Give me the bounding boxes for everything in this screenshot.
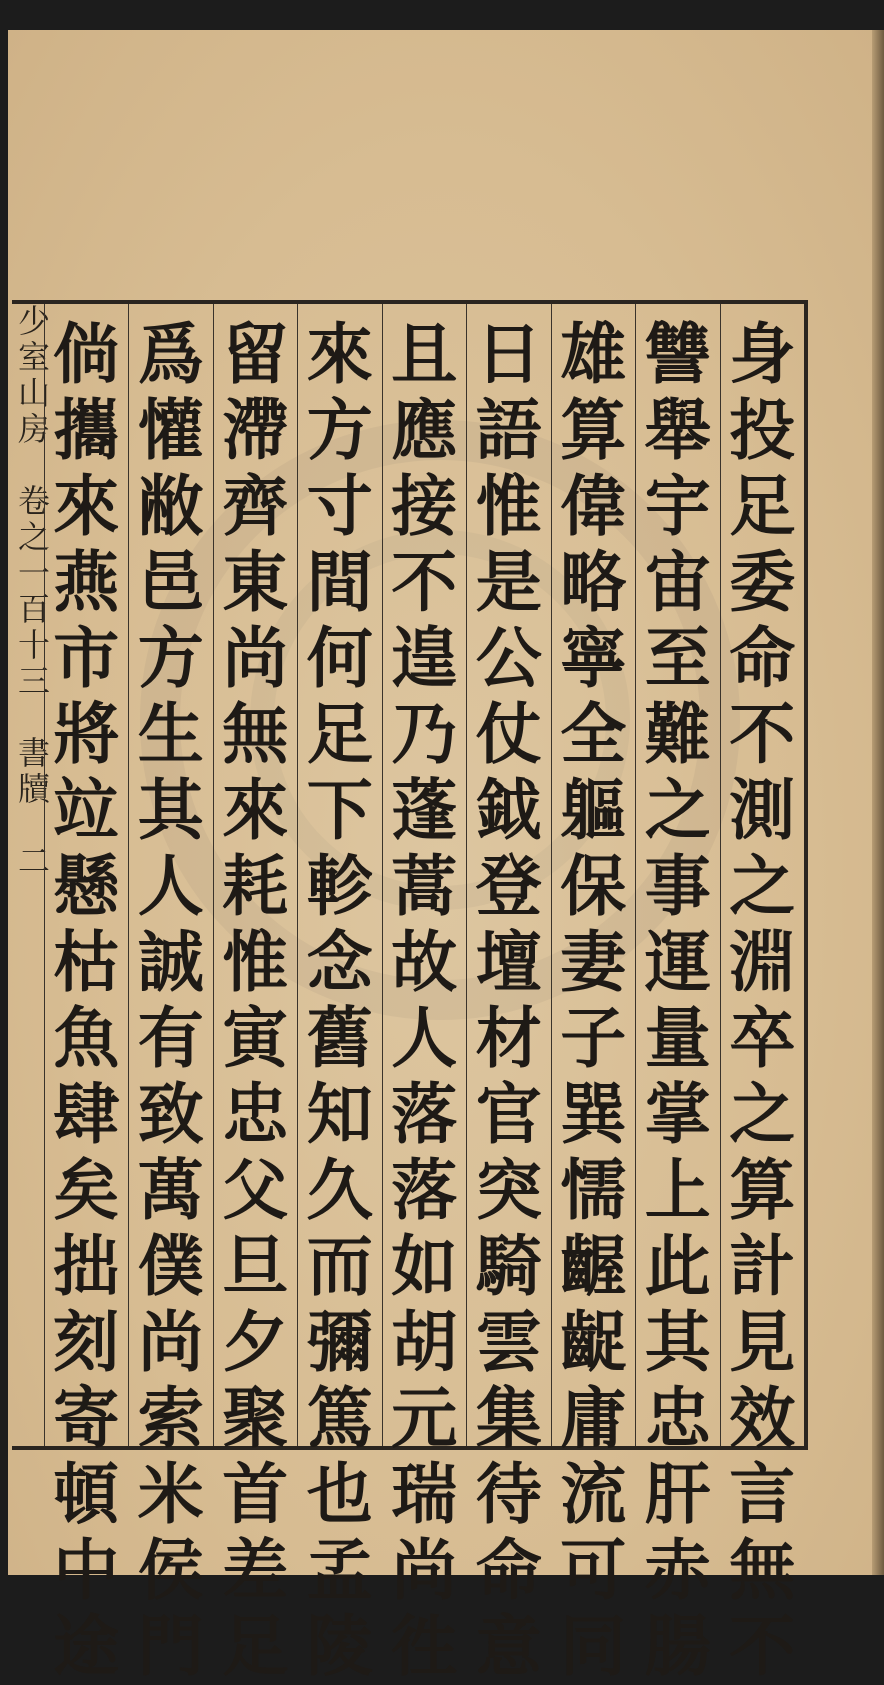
glyph: 宙: [644, 543, 711, 621]
glyph: 滯: [222, 391, 289, 469]
glyph: 無: [729, 1531, 796, 1609]
glyph: 下: [306, 771, 373, 849]
glyph: 僕: [137, 1227, 204, 1305]
glyph: 方: [306, 391, 373, 469]
glyph: 讐: [644, 315, 711, 393]
glyph: 也: [306, 1455, 373, 1533]
text-column: [635, 304, 720, 1685]
glyph: 生: [137, 695, 204, 773]
glyph: 腸: [644, 1607, 711, 1685]
glyph: 魚: [53, 999, 120, 1077]
glyph: 念: [306, 923, 373, 1001]
glyph: 萬: [137, 1151, 204, 1229]
glyph: 孟: [306, 1531, 373, 1609]
glyph: 事: [644, 847, 711, 925]
glyph: 乃: [391, 695, 458, 773]
glyph: 材: [475, 999, 542, 1077]
glyph: 篤: [306, 1379, 373, 1457]
glyph: 足: [729, 467, 796, 545]
text-column: [128, 304, 213, 1685]
glyph: 宇: [644, 467, 711, 545]
glyph: 此: [644, 1227, 711, 1305]
glyph: 鉞: [475, 771, 542, 849]
glyph: 矣: [53, 1151, 120, 1229]
glyph: 懸: [53, 847, 120, 925]
text-column: [297, 304, 382, 1685]
glyph: 聚: [222, 1379, 289, 1457]
glyph: 之: [729, 1075, 796, 1153]
glyph: 蒿: [391, 847, 458, 925]
glyph: 登: [475, 847, 542, 925]
glyph: 言: [729, 1455, 796, 1533]
glyph: 尚: [222, 619, 289, 697]
glyph: 可: [560, 1531, 627, 1609]
glyph: 是: [475, 543, 542, 621]
glyph: 惟: [222, 923, 289, 1001]
glyph: 何: [306, 619, 373, 697]
glyph: 拙: [53, 1227, 120, 1305]
glyph: 元: [391, 1379, 458, 1457]
glyph: 夕: [222, 1303, 289, 1381]
glyph: 命: [475, 1531, 542, 1609]
glyph: 彌: [306, 1303, 373, 1381]
glyph: 軀: [560, 771, 627, 849]
glyph: 巽: [560, 1075, 627, 1153]
glyph: 遑: [391, 619, 458, 697]
glyph: 應: [391, 391, 458, 469]
glyph: 寅: [222, 999, 289, 1077]
glyph: 計: [729, 1227, 796, 1305]
glyph: 且: [391, 315, 458, 393]
glyph: 流: [560, 1455, 627, 1533]
glyph: 接: [391, 467, 458, 545]
glyph: 米: [137, 1455, 204, 1533]
glyph: 偉: [560, 467, 627, 545]
glyph: 頓: [53, 1455, 120, 1533]
glyph: 攜: [53, 391, 120, 469]
glyph: 倘: [53, 315, 120, 393]
glyph: 索: [137, 1379, 204, 1457]
glyph: 邑: [137, 543, 204, 621]
glyph: 燕: [53, 543, 120, 621]
glyph: 之: [644, 771, 711, 849]
glyph: 之: [729, 847, 796, 925]
glyph: 致: [137, 1075, 204, 1153]
glyph: 公: [475, 619, 542, 697]
glyph: 算: [729, 1151, 796, 1229]
glyph: 首: [222, 1455, 289, 1533]
glyph: 淵: [729, 923, 796, 1001]
glyph: 陵: [306, 1607, 373, 1685]
glyph: 瑞: [391, 1455, 458, 1533]
glyph: 來: [53, 467, 120, 545]
glyph: 旦: [222, 1227, 289, 1305]
glyph: 來: [222, 771, 289, 849]
glyph: 同: [560, 1607, 627, 1685]
glyph: 人: [137, 847, 204, 925]
glyph: 徃: [391, 1607, 458, 1685]
glyph: 見: [729, 1303, 796, 1381]
glyph: 效: [729, 1379, 796, 1457]
glyph: 略: [560, 543, 627, 621]
glyph: 投: [729, 391, 796, 469]
glyph: 蓬: [391, 771, 458, 849]
glyph: 敝: [137, 467, 204, 545]
glyph: 齷: [560, 1227, 627, 1305]
glyph: 誠: [137, 923, 204, 1001]
glyph: 突: [475, 1151, 542, 1229]
glyph: 知: [306, 1075, 373, 1153]
glyph: 雲: [475, 1303, 542, 1381]
glyph: 胡: [391, 1303, 458, 1381]
glyph: 人: [391, 999, 458, 1077]
glyph: 赤: [644, 1531, 711, 1609]
glyph: 舊: [306, 999, 373, 1077]
glyph: 騎: [475, 1227, 542, 1305]
glyph: 父: [222, 1151, 289, 1229]
glyph: 掌: [644, 1075, 711, 1153]
glyph: 委: [729, 543, 796, 621]
text-column: [213, 304, 298, 1685]
glyph: 尚: [391, 1531, 458, 1609]
glyph: 寧: [560, 619, 627, 697]
glyph: 落: [391, 1075, 458, 1153]
glyph: 故: [391, 923, 458, 1001]
glyph: 算: [560, 391, 627, 469]
glyph: 運: [644, 923, 711, 1001]
glyph: 方: [137, 619, 204, 697]
glyph: 測: [729, 771, 796, 849]
glyph: 不: [391, 543, 458, 621]
glyph: 懦: [560, 1151, 627, 1229]
text-column: [551, 304, 636, 1685]
glyph: 不: [729, 695, 796, 773]
glyph: 將: [53, 695, 120, 773]
glyph: 足: [222, 1607, 289, 1685]
glyph: 足: [306, 695, 373, 773]
glyph: 仗: [475, 695, 542, 773]
glyph: 肆: [53, 1075, 120, 1153]
glyph: 耗: [222, 847, 289, 925]
glyph: 語: [475, 391, 542, 469]
glyph: 妻: [560, 923, 627, 1001]
glyph: 東: [222, 543, 289, 621]
glyph: 日: [475, 315, 542, 393]
glyph: 全: [560, 695, 627, 773]
glyph: 市: [53, 619, 120, 697]
text-column: [44, 304, 129, 1685]
glyph: 庸: [560, 1379, 627, 1457]
glyph: 差: [222, 1531, 289, 1609]
glyph: 枯: [53, 923, 120, 1001]
glyph: 有: [137, 999, 204, 1077]
text-column: [466, 304, 551, 1685]
glyph: 中: [53, 1531, 120, 1609]
glyph: 量: [644, 999, 711, 1077]
text-column: [382, 304, 467, 1685]
glyph: 其: [644, 1303, 711, 1381]
glyph: 舉: [644, 391, 711, 469]
text-column: [720, 304, 805, 1685]
glyph: 落: [391, 1151, 458, 1229]
glyph: 意: [475, 1607, 542, 1685]
glyph: 集: [475, 1379, 542, 1457]
glyph: 寄: [53, 1379, 120, 1457]
glyph: 卒: [729, 999, 796, 1077]
glyph: 子: [560, 999, 627, 1077]
glyph: 忠: [222, 1075, 289, 1153]
glyph: 竝: [53, 771, 120, 849]
glyph: 惟: [475, 467, 542, 545]
glyph: 尚: [137, 1303, 204, 1381]
glyph: 侯: [137, 1531, 204, 1609]
glyph: 官: [475, 1075, 542, 1153]
glyph: 懽: [137, 391, 204, 469]
glyph: 來: [306, 315, 373, 393]
glyph: 軫: [306, 847, 373, 925]
margin-text: 少室山房 卷之一百十三 書牘 二: [13, 304, 51, 880]
glyph: 忠: [644, 1379, 711, 1457]
glyph: 門: [137, 1607, 204, 1685]
glyph: 難: [644, 695, 711, 773]
glyph: 保: [560, 847, 627, 925]
glyph: 上: [644, 1151, 711, 1229]
glyph: 齊: [222, 467, 289, 545]
glyph: 而: [306, 1227, 373, 1305]
glyph: 命: [729, 619, 796, 697]
glyph: 雄: [560, 315, 627, 393]
glyph: 不: [729, 1607, 796, 1685]
glyph: 刻: [53, 1303, 120, 1381]
glyph: 久: [306, 1151, 373, 1229]
glyph: 待: [475, 1455, 542, 1533]
glyph: 無: [222, 695, 289, 773]
glyph: 爲: [137, 315, 204, 393]
glyph: 如: [391, 1227, 458, 1305]
page-edge: [872, 30, 884, 1575]
glyph: 至: [644, 619, 711, 697]
glyph: 肝: [644, 1455, 711, 1533]
glyph: 寸: [306, 467, 373, 545]
glyph: 齪: [560, 1303, 627, 1381]
glyph: 途: [53, 1607, 120, 1685]
glyph: 留: [222, 315, 289, 393]
glyph: 身: [729, 315, 796, 393]
glyph: 其: [137, 771, 204, 849]
glyph: 間: [306, 543, 373, 621]
glyph: 壇: [475, 923, 542, 1001]
